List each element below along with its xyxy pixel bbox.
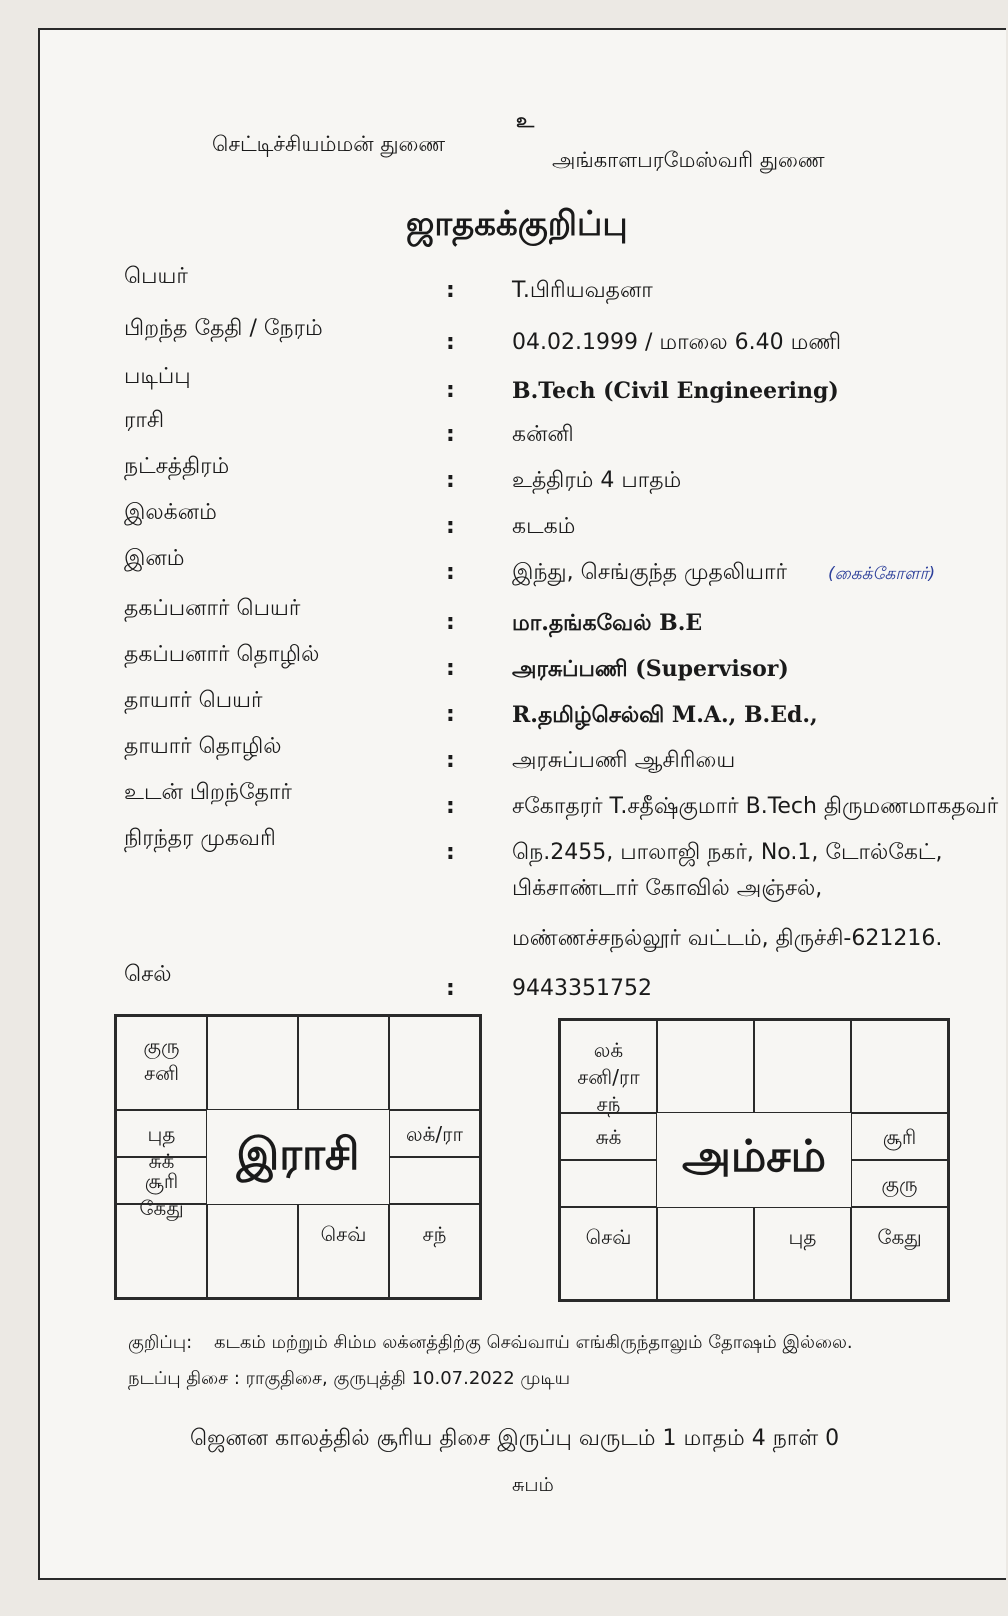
detail-label: பெயர் [124,264,188,289]
detail-row [124,546,1004,586]
colon: : [446,560,455,585]
detail-label: நட்சத்திரம் [124,454,230,479]
amsam-chart-house-bottom-left [560,1207,657,1300]
planet-label: சனி [144,1061,179,1085]
detail-label: நிரந்தர முகவரி [124,826,276,851]
phone-value: 9443351752 [512,976,652,1001]
planet-label: செவ் [585,1224,632,1249]
detail-value: மா.தங்கவேல் B.E [512,610,703,636]
planet-label: லக்/ரா [406,1122,463,1146]
rasi-chart-house-left-lower [116,1157,207,1220]
detail-value: அரசுப்பணி ஆசிரியை [512,748,736,773]
detail-row [124,826,1004,866]
amsam-chart-house-bottom-right [851,1207,948,1300]
detail-label: பிறந்த தேதி / நேரம் [124,316,323,341]
rasi-chart-house-bottom-3 [298,1204,389,1298]
planet-label: செவ் [320,1222,367,1246]
rasi-chart-house-top-2 [207,1016,298,1110]
birth-dasa-balance: ஜெனன காலத்தில் சூரிய திசை இருப்பு வருடம் 1 மாதம் 4 நாள் 0 [190,1426,840,1451]
detail-value: அரசுப்பணி (Supervisor) [512,656,789,682]
amsam-chart-house-top-right [851,1020,948,1113]
colon: : [446,656,455,681]
handwritten-note: (கைக்கோளர்) [828,564,936,584]
document-title: ஜாதகக்குறிப்பு [406,204,628,244]
amsam-chart-house-bottom-3 [754,1207,851,1300]
planet-label: லக் [593,1038,624,1062]
amsam-chart-house-left-upper [560,1113,657,1160]
detail-value: T.பிரியவதனா [512,278,653,303]
detail-label: தாயார் பெயர் [124,688,263,713]
detail-row [124,688,1004,728]
planet-label: சந் [596,1092,621,1116]
amsam-chart-center-title: அம்சம் [681,1131,827,1183]
detail-value: இந்து, செங்குந்த முதலியார் [512,560,788,585]
rasi-chart-house-bottom-2 [207,1204,298,1298]
closing-word: சுபம் [512,1474,554,1496]
colon: : [446,330,455,355]
rasi-chart-center-title: இராசி [236,1128,360,1180]
amsam-chart-house-left-lower [560,1160,657,1207]
rasi-chart-house-left-upper [116,1110,207,1173]
colon: : [446,976,455,1001]
amsam-chart-house-right-lower [851,1160,948,1207]
colon: : [446,422,455,447]
colon: : [446,278,455,303]
rasi-chart [114,1014,482,1300]
planet-label: சூரி [144,1169,179,1193]
rasi-chart-house-bottom-left [116,1204,207,1298]
address-line-2: பிக்சாண்டார் கோவில் அஞ்சல், [512,876,823,901]
address-line-3: மண்ணச்சநல்லூர் வட்டம், திருச்சி-621216. [512,926,943,951]
colon: : [446,378,455,403]
detail-value: கடகம் [512,514,576,539]
planet-label: குரு [143,1034,180,1058]
detail-row [124,408,1004,448]
planet-label: சுக் [148,1149,175,1173]
detail-value: R.தமிழ்செல்வி M.A., B.Ed., [512,702,818,728]
amsam-chart-house-bottom-2 [657,1207,754,1300]
rasi-chart-house-bottom-right [389,1204,480,1298]
detail-row [124,454,1004,494]
detail-value: 04.02.1999 / மாலை 6.40 மணி [512,330,842,355]
colon: : [446,748,455,773]
rasi-chart-house-top-3 [298,1016,389,1110]
detail-label: இனம் [124,546,185,571]
detail-row [124,500,1004,540]
pillaiyar-suzhi-mark: உ [516,108,535,132]
detail-row [124,734,1004,774]
amsam-chart-house-top-2 [657,1020,754,1113]
colon: : [446,514,455,539]
detail-row [124,316,1004,356]
planet-label: சூரி [882,1125,917,1150]
planet-label: குரு [881,1172,918,1196]
detail-row [124,642,1004,682]
detail-label: ராசி [124,408,165,433]
phone-row [124,962,1004,1002]
planet-label: சுக் [595,1125,622,1150]
detail-row [124,596,1004,636]
note-text: கடகம் மற்றும் சிம்ம லக்னத்திற்கு செவ்வாய் எங்கிருந்தாலும் தோஷம் இல்லை. [214,1332,853,1353]
amsam-chart-house-top-3 [754,1020,851,1113]
amsam-chart [558,1018,950,1302]
phone-label: செல் [124,962,172,987]
detail-label: தாயார் தொழில் [124,734,282,759]
rasi-chart-house-top-left [116,1016,207,1110]
detail-label: உடன் பிறந்தோர் [124,780,292,805]
colon: : [446,794,455,819]
rasi-chart-house-top-right [389,1016,480,1110]
colon: : [446,468,455,493]
planet-label: புத [788,1224,817,1249]
detail-value: நெ.2455, பாலாஜி நகர், No.1, டோல்கேட், [512,840,943,865]
planet-label: கேது [877,1224,922,1249]
colon: : [446,610,455,635]
detail-row [124,264,1004,304]
planet-label: கேது [139,1196,184,1220]
detail-row [124,780,1004,820]
detail-value: உத்திரம் 4 பாதம் [512,468,682,493]
colon: : [446,702,455,727]
detail-label: தகப்பனார் தொழில் [124,642,320,667]
amsam-chart-house-right-upper [851,1113,948,1160]
detail-value: B.Tech (Civil Engineering) [512,378,839,404]
planet-label: சனி/ரா [577,1065,640,1089]
planet-label: சந் [422,1222,447,1246]
rasi-chart-house-right-upper [389,1110,480,1157]
invocation-right: அங்காளபரமேஸ்வரி துணை [552,148,825,172]
detail-label: இலக்னம் [124,500,217,525]
detail-value: சகோதரர் T.சதீஷ்குமார் B.Tech திருமணமாகதவர் [512,794,999,819]
detail-row [124,364,1004,404]
detail-label: படிப்பு [124,364,191,389]
rasi-chart-house-right-lower [389,1157,480,1204]
invocation-left: செட்டிச்சியம்மன் துணை [212,132,446,156]
note-label: குறிப்பு: [128,1332,193,1353]
detail-label: தகப்பனார் பெயர் [124,596,301,621]
planet-label: புத [147,1122,176,1146]
detail-value: கன்னி [512,422,574,447]
colon: : [446,840,455,865]
amsam-chart-house-top-left [560,1020,657,1116]
current-dasa: நடப்பு திசை : ராகுதிசை, குருபுத்தி 10.07.2022 முடிய [128,1368,571,1389]
